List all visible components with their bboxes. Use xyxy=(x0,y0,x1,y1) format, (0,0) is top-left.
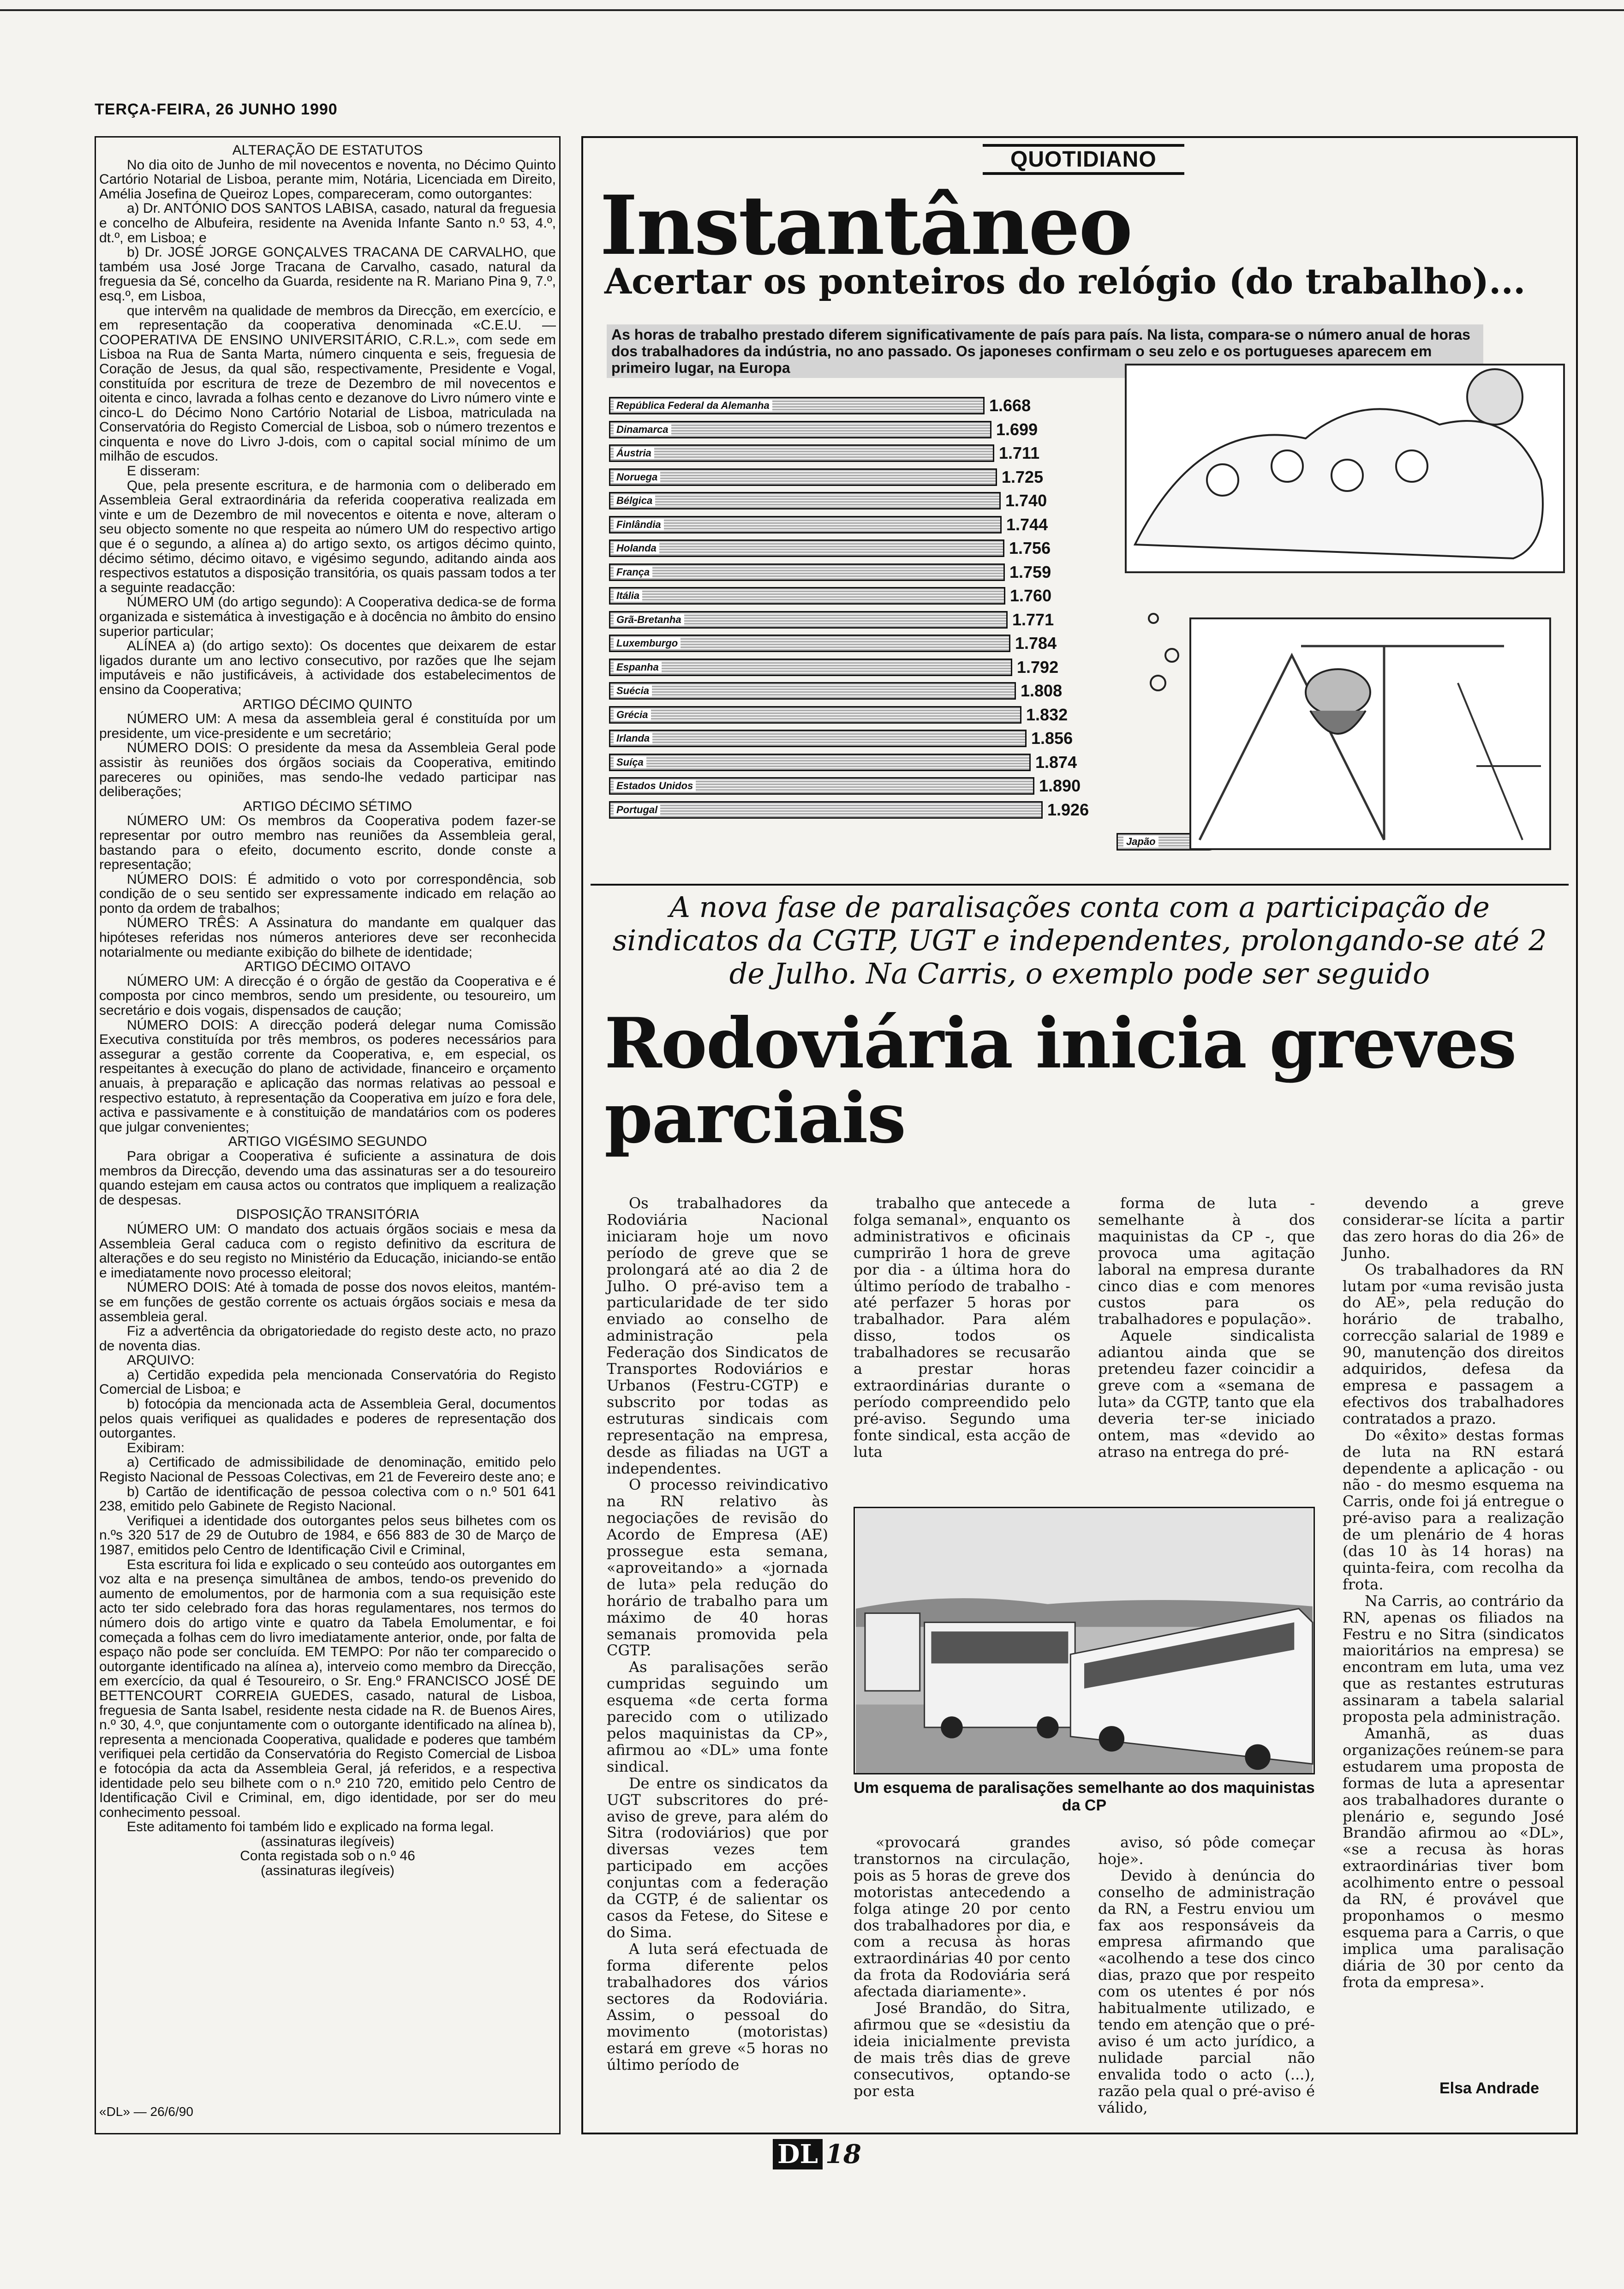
chart-bar-label: Suíça xyxy=(614,756,646,768)
chart-bar xyxy=(609,492,1001,509)
article-paragraph: «provocará grandes transtornos na circulação, pois as 5 horas de greve dos motoristas antecedendo a folga atinge 20 por cento dos trabalhadores por dia, e com a recusa às horas extraordinárias 40 por cento da frota da Rodoviária será afectada diariamente». xyxy=(854,1834,1070,2001)
chart-bar-label: Noruega xyxy=(614,471,660,483)
article-paragraph: devendo a greve considerar-se lícita a partir das zero horas do dia 26» de Junho. xyxy=(1343,1194,1564,1262)
legal-paragraph: Fiz a advertência da obrigatoriedade do registo deste acto, no prazo de noventa dias. xyxy=(99,1324,556,1354)
chart-bar-label: Estados Unidos xyxy=(614,780,696,792)
legal-paragraph: b) Cartão de identificação de pessoa colectiva com o n.º 501 641 238, emitido pelo Gabinete de Registo Nacional. xyxy=(99,1484,556,1514)
bus-depot-photo xyxy=(854,1507,1315,1774)
chart-bar-value: 1.711 xyxy=(999,443,1040,462)
chart-bar-label: Itália xyxy=(614,590,642,602)
chart-bar-label: Luxemburgo xyxy=(614,637,681,649)
chart-bar-value: 1.808 xyxy=(1021,681,1063,700)
legal-paragraph: Verifiquei a identidade dos outorgantes pelos seus bilhetes com os n.ºs 320 517 de 29 de Outubro de 1984, e 656 883 de 30 de Março de 1987, emitidos pelo Centro de Identificação Civil e Criminal, xyxy=(99,1513,556,1558)
article-paragraph: trabalho que antecede a folga semanal», enquanto os administrativos e oficinais cumprirão 1 hora de greve por dia - a última hora do último período de trabalho - até perfazer 5 horas por trabalhador. Para além disso, todos os trabalhadores se recusarão a prestar horas extraordinárias durante o período compreendido pelo pré-aviso. Segundo uma fonte sindical, esta acção de luta xyxy=(854,1194,1070,1461)
chart-bar-label: Irlanda xyxy=(614,732,652,744)
article-column-2-lower xyxy=(854,1834,1070,2100)
chart-bar-label: Áustria xyxy=(614,447,654,459)
chart-bar-label: Portugal xyxy=(614,804,660,816)
article-paragraph: Amanhã, as duas organizações reúnem-se para estudarem uma proposta de formas de luta a apresentar aos trabalhadores durante o plenário e, segundo José Brandão afirmou ao «DL», «se a recusa às horas extraordinárias tiver bom acolhimento entre o pessoal da RN, é provável que proponhamos o mesmo esquema para a Carris, o que implica uma paralisação diária de 30 por cento da frota da empresa». xyxy=(1343,1725,1564,1991)
legal-paragraph: b) fotocópia da mencionada acta de Assembleia Geral, documentos pelos quais verifiquei as qualidades e poderes de representação dos outorgantes. xyxy=(99,1396,556,1441)
chart-intro: As horas de trabalho prestado diferem significativamente de país para país. Na lista, compara-se o número anual de horas dos trabalhadores da indústria, no ano passado. Os japoneses confirmam o seu zelo e os portugueses aparecem em primeiro lugar, na Europa xyxy=(607,324,1483,378)
article-paragraph: Do «êxito» destas formas de luta na RN estará dependente a aplicação - ou não - do mesmo esquema na Carris, onde foi já entregue o pré-aviso para a realização de um plenário de 4 horas (das 10 às 14 horas) na quinta-feira, com recolha da frota. xyxy=(1343,1426,1564,1593)
legal-paragraph: ARQUIVO: xyxy=(127,1353,195,1368)
legal-paragraph: No dia oito de Junho de mil novecentos e noventa, no Décimo Quinto Cartório Notarial de Lisboa, perante mim, Notária, Licenciada em Direito, Amélia Josefina de Queiroz Lopes, compareceram, como outorgantes: xyxy=(99,157,556,202)
legal-paragraph: ALÍNEA a) (do artigo sexto): Os docentes que deixarem de estar ligados durante um ano lectivo consecutivo, por razões que lhe sejam imputáveis e não justificáveis, à actividade dos estabelecimentos de ensino da Cooperativa; xyxy=(99,638,556,697)
page-number-value: 18 xyxy=(825,2139,861,2169)
chart-bar xyxy=(609,516,1002,533)
chart-bar xyxy=(609,754,1031,771)
chart-bar xyxy=(609,563,1005,581)
article-paragraph: O processo reivindicativo na RN relativo às negociações de revisão do Acordo de Empresa (AE) prossegue esta semana, «aproveitando» a «jornada de luta» pela redução do horário de trabalho para um máximo de 40 horas semanais promovida pela CGTP. xyxy=(607,1476,828,1660)
legal-paragraph: NÚMERO UM: O mandato dos actuais órgãos sociais e mesa da Assembleia Geral caduca com o registo definitivo da escritura de alterações e do seu registo no Ministério da Educação, iniciando-se então e imediatamente novo processo eleitoral; xyxy=(99,1221,556,1281)
chart-bar-value: 1.760 xyxy=(1010,586,1052,605)
chart-bar-value: 1.784 xyxy=(1015,634,1057,653)
article-headline: Rodoviária inicia greves parciais xyxy=(604,1003,1516,1159)
panel-divider xyxy=(591,884,1569,886)
chart-bar xyxy=(609,706,1021,724)
legal-paragraph: ARTIGO DÉCIMO QUINTO xyxy=(243,696,412,712)
photo-caption: Um esquema de paralisações semelhante ao dos maquinistas da CP xyxy=(854,1779,1315,1814)
chart-bar-label: Dinamarca xyxy=(614,424,671,436)
article-column-3-lower xyxy=(1098,1834,1315,2116)
dateline: TERÇA-FEIRA, 26 JUNHO 1990 xyxy=(95,101,338,118)
legal-notice-footer: «DL» — 26/6/90 xyxy=(99,2104,193,2119)
article-column-1 xyxy=(607,1195,828,2073)
chart-bar xyxy=(609,539,1004,557)
chart-bar-label: Suécia xyxy=(614,685,652,697)
chart-bar-value: 1.759 xyxy=(1009,562,1051,581)
chart-bar-value: 1.926 xyxy=(1047,800,1089,819)
chart-bar xyxy=(609,659,1012,676)
legal-notice-text xyxy=(99,143,556,1878)
chart-bar-label: Grécia xyxy=(614,709,651,721)
chart-bar-value: 1.771 xyxy=(1012,610,1054,629)
legal-paragraph: NÚMERO UM: A mesa da assembleia geral é constituída por um presidente, um vice-presidente e um secretário; xyxy=(99,711,556,741)
article-paragraph: De entre os sindicatos da UGT subscritores do pré-aviso de greve, para além do Sitra (rodoviários) que por diversas vezes tem participado em acções conjuntas com a federação da CGTP, é de salientar os casos da Fetese, do Sitese e do Sima. xyxy=(607,1774,828,1941)
chart-bar-value: 1.725 xyxy=(1002,467,1044,486)
chart-bar-value: 1.890 xyxy=(1039,776,1081,795)
chart-bar-label: Japão xyxy=(1123,836,1158,848)
chart-bar-value: 1.832 xyxy=(1026,705,1068,724)
chart-bar-label: Espanha xyxy=(614,661,662,673)
article-paragraph: Os trabalhadores da RN lutam por «uma revisão justa do AE», pela redução do horário de trabalho, correcção salarial de 1989 e 90, manutenção dos direitos adquiridos, defesa da empresa e passagem a efectivos dos trabalhadores contratados a prazo. xyxy=(1343,1260,1564,1427)
chart-bar-value: 1.856 xyxy=(1031,729,1073,748)
legal-paragraph: NÚMERO UM (do artigo segundo): A Cooperativa dedica-se de forma organizada e sistemática à investigação e à docência no âmbito do ensino superior particular; xyxy=(99,594,556,639)
newspaper-logo: DL xyxy=(773,2139,823,2169)
chart-bar-value: 1.874 xyxy=(1035,752,1077,772)
chart-bar-label: Holanda xyxy=(614,542,659,554)
chart-bar-label: República Federal da Alemanha xyxy=(614,400,772,412)
top-rule xyxy=(0,9,1624,11)
legal-paragraph: E disseram: xyxy=(127,463,200,479)
chart-bar xyxy=(609,682,1016,700)
legal-paragraph: NÚMERO TRÊS: A Assinatura do mandante em qualquer das hipóteses referidas nos números anteriores deve ser reconhecida notarialmente ou mediante exibição do bilhete de identidade; xyxy=(99,915,556,960)
chart-bar-label: França xyxy=(614,566,652,578)
legal-paragraph: Esta escritura foi lida e explicado o seu conteúdo aos outorgantes em voz alta e na presença simultânea de ambos, tendo-os prevenido do aumento de emolumentos, por de harmonia com a sua requisição este acto ter sido celebrado fora das horas regulamentares, nos termos do número dois do artigo vinte e quatro da Tabela Emolumentar, e foi começada a folhas cem do livro imediatamente anterior, onde, por falta de espaço não pode ser concluída. EM TEMPO: Por não ter comparecido o outorgante identificado na alínea a), interveio como membro da Direcção, em exercício, da qual é Tesoureiro, o Sr. Eng.º FRANCISCO JOSÉ DE BETTENCOURT CORREIA GUEDES, casado, natural de Lisboa, freguesia de Santa Isabel, residente nesta cidade na R. de Buenos Aires, n.º 30, 4.º, que conjuntamente com o outorgante identificado na alínea b), representa a mencionada Cooperativa, qualidade e poderes que também verifiquei pela certidão da Conservatória do Registo Comercial de Lisboa e fotocópia da acta da Assembleia Geral, já referidos, e a respectiva identidade pelo seu bilhete com o n.º 210 720, emitido pelo Centro de Identificação Civil e Criminal, em, digo identidade, por ser do meu conhecimento pessoal. xyxy=(99,1557,556,1820)
legal-paragraph: ALTERAÇÃO DE ESTATUTOS xyxy=(232,143,423,158)
legal-paragraph: b) Dr. JOSÉ JORGE GONÇALVES TRACANA DE CARVALHO, que também usa José Jorge Tracana de Carvalho, casado, natural da freguesia da Sé, concelho da Guarda, residente na R. Mariano Pina 9, 7.º, esq.º, em Lisboa, xyxy=(99,245,556,304)
page-number xyxy=(773,2139,861,2169)
chart-bar-value: 1.756 xyxy=(1009,539,1051,557)
article-column-2 xyxy=(854,1195,1070,1461)
chart-bar-value: 1.740 xyxy=(1005,491,1047,510)
article-paragraph: Aquele sindicalista adiantou ainda que se pretendeu fazer coincidir a greve com a «semana de luta» da CGTP, tanto que ela deveria ter-se iniciado ontem, mas «devido ao atraso na entrega do pré- xyxy=(1098,1327,1315,1461)
chart-bar xyxy=(609,587,1005,605)
article-paragraph: As paralisações serão cumpridas seguindo um esquema «de certa forma parecido com o utilizado pelos maquinistas da CP», afirmou ao «DL» uma fonte sindical. xyxy=(607,1658,828,1775)
article-paragraph: forma de luta - semelhante à dos maquinistas da CP -, que provoca uma agitação laboral na empresa durante cinco dias e com menores custos para os trabalhadores e população». xyxy=(1098,1194,1315,1328)
chart-bar-label: Grã-Bretanha xyxy=(614,614,684,626)
legal-paragraph: que intervêm na qualidade de membros da Direcção, em exercício, e em representação da cooperativa denominada «C.E.U. — COOPERATIVA DE ENSINO UNIVERSITÁRIO, C.R.L.», com sede em Lisboa na Rua de Santa Marta, número cinquenta e seis, freguesia de Coração de Jesus, da qual são, respectivamente, Presidente e Vogal, constituída por escritura de treze de Dezembro de mil novecentos e oitenta e cinco, lavrada a folhas cento e dezanove do Livro número vinte e cinco-L do Décimo Nono Cartório Notarial de Lisboa, matriculada na Conservatória do Registo Comercial de Lisboa, sob o número trezentos e cinquenta e nove do Livro J-dois, com o capital social mínimo de um milhão de escudos. xyxy=(99,303,556,464)
article-column-4 xyxy=(1343,1195,1564,1991)
legal-paragraph: (assinaturas ilegíveis) xyxy=(260,1863,395,1879)
article-deck: A nova fase de paralisações conta com a participação de sindicatos da CGTP, UGT e independentes, prolongando-se até 2 de Julho. Na Carris, o exemplo pode ser seguido xyxy=(612,890,1547,990)
cartoon-illustration xyxy=(1107,360,1569,872)
chart-bar xyxy=(609,468,997,486)
chart-bar-value: 1.744 xyxy=(1006,515,1048,534)
legal-paragraph: NÚMERO DOIS: Até à tomada de posse dos novos eleitos, mantém-se em funções de gestão corrente os actuais órgãos sociais e mesa da assembleia geral. xyxy=(99,1280,556,1324)
chart-bar-value: 1.792 xyxy=(1017,657,1059,677)
legal-paragraph: NÚMERO DOIS: O presidente da mesa da Assembleia Geral pode assistir às reuniões dos órgãos sociais da Cooperativa, emitindo pareceres ou opiniões, mas sendo-lhe vedado participar nas deliberações; xyxy=(99,740,556,800)
legal-paragraph: a) Certificado de admissibilidade de denominação, emitido pelo Registo Nacional de Pessoas Colectivas, em 21 de Fevereiro deste ano; e xyxy=(99,1455,556,1485)
chart-bar xyxy=(609,444,994,462)
article-column-3 xyxy=(1098,1195,1315,1461)
chart-bar-value: 1.699 xyxy=(996,419,1038,439)
legal-paragraph: Este aditamento foi também lido e explicado na forma legal. xyxy=(127,1819,494,1835)
article-paragraph: Devido à denúncia do conselho de administração da RN, a Festru enviou um fax aos responsáveis da empresa afirmando que «acolhendo a tese dos cinco dias, prazo que por respeito com os utentes é por nós habitualmente utilizado, e tendo em atenção que o pré-aviso é um acto jurídico, a nulidade parcial não envalida todo o acto (...), razão pela qual o pré-aviso é válido, xyxy=(1098,1866,1315,2116)
chart-bar-value: 1.668 xyxy=(989,396,1031,415)
legal-paragraph: ARTIGO VIGÉSIMO SEGUNDO xyxy=(228,1134,427,1150)
legal-paragraph: NÚMERO DOIS: É admitido o voto por correspondência, sob condição de o seu sentido ser expressamente indicado em relação ao ponto da ordem de trabalhos; xyxy=(99,871,556,916)
feature-subtitle: Acertar os ponteiros do relógio (do trabalho)... xyxy=(604,261,1526,302)
article-paragraph: aviso, só pôde começar hoje». xyxy=(1098,1834,1315,1868)
chart-bar-label: Finlândia xyxy=(614,519,664,531)
article-paragraph: A luta será efectuada de forma diferente pelos trabalhadores dos vários sectores da Rodoviária. Assim, o pessoal do movimento (motoristas) estará em greve «5 horas no último período de xyxy=(607,1940,828,2074)
chart-bar xyxy=(609,801,1043,819)
legal-paragraph: (assinaturas ilegíveis) xyxy=(260,1834,395,1849)
legal-paragraph: Conta registada sob o n.º 46 xyxy=(240,1848,415,1864)
article-paragraph: José Brandão, do Sitra, afirmou que se «desistiu da ideia inicialmente prevista de mais três dias de greve consecutivos, optando-se por esta xyxy=(854,1999,1070,2100)
section-kicker: QUOTIDIANO xyxy=(983,144,1184,175)
byline: Elsa Andrade xyxy=(1439,2079,1540,2097)
chart-bar-label: Bélgica xyxy=(614,495,655,507)
legal-paragraph: NÚMERO UM: A direcção é o órgão de gestão da Cooperativa e é composta por cinco membros, sendo um presidente, ou tesoureiro, um secretário e dois vogais, dispensados de caução; xyxy=(99,973,556,1019)
legal-paragraph: NÚMERO DOIS: A direcção poderá delegar numa Comissão Executiva constituída por três membros, os poderes necessários para assegurar a gestão corrente da Cooperativa, e, em especial, os respeitantes à execução do plano de actividade, financeiro e orçamento anuais, à preparação e aplicação das normas relativas ao pessoal e respectivo estatuto, à representação da Cooperativa em juízo e fora dele, activa e passivamente e à constituição de mandatários com os poderes que julgar convenientes; xyxy=(99,1017,556,1135)
legal-paragraph: NÚMERO UM: Os membros da Cooperativa podem fazer-se representar por outro membro nas reuniões da Assembleia geral, bastando para o efeito, documento escrito, donde conste a representação; xyxy=(99,813,556,873)
legal-paragraph: Exibiram: xyxy=(127,1440,185,1456)
legal-paragraph: DISPOSIÇÃO TRANSITÓRIA xyxy=(236,1207,419,1222)
feature-title: Instantâneo xyxy=(600,178,1132,273)
legal-paragraph: Que, pela presente escritura, e de harmonia com o deliberado em Assembleia Geral extraordinária da referida cooperativa realizada em vinte e um de Dezembro de mil novecentos e oitenta e nove, alteram o seu objecto somente no que respeita ao número UM do respectivo artigo que é o segundo, a alínea a) do artigo sexto, os artigos décimo quinto, décimo sétimo, décimo oitavo, e vigésimo segundo, aditando ainda aos respectivos estatutos a disposição transitória, os quais passam todos a ter a seguinte readacção: xyxy=(99,478,556,595)
article-paragraph: Na Carris, ao contrário da RN, apenas os filiados na Festru e no Sitra (sindicatos maioritários na empresa) se encontram em luta, uma vez que as restantes estruturas assinaram a tabela salarial proposta pela administração. xyxy=(1343,1592,1564,1726)
legal-paragraph: a) Certidão expedida pela mencionada Conservatória do Registo Comercial de Lisboa; e xyxy=(99,1367,556,1397)
legal-paragraph: Para obrigar a Cooperativa é suficiente a assinatura de dois membros da Direcção, devendo uma das assinaturas ser a do tesoureiro quando estejam em causa actos ou contratos que impliquem a realização de despesas. xyxy=(99,1148,556,1208)
article-paragraph: Os trabalhadores da Rodoviária Nacional iniciaram hoje um novo período de greve que se prolongará até ao dia 2 de Julho. O pré-aviso tem a particularidade de ter sido enviado ao conselho de administração pela Federação dos Sindicatos de Transportes Rodoviários e Urbanos (Festru-CGTP) e subscrito por todas as estruturas sindicais com representação na empresa, desde as filiadas na UGT a independentes. xyxy=(607,1194,828,1477)
legal-paragraph: ARTIGO DÉCIMO SÉTIMO xyxy=(243,798,412,814)
legal-paragraph: a) Dr. ANTÓNIO DOS SANTOS LABISA, casado, natural da freguesia e concelho de Albufeira, residente na Avenida Infante Santo n.º 53, 4.º, dt.º, em Lisboa; e xyxy=(99,201,556,246)
legal-paragraph: ARTIGO DÉCIMO OITAVO xyxy=(244,959,411,975)
chart-bar xyxy=(609,730,1027,747)
